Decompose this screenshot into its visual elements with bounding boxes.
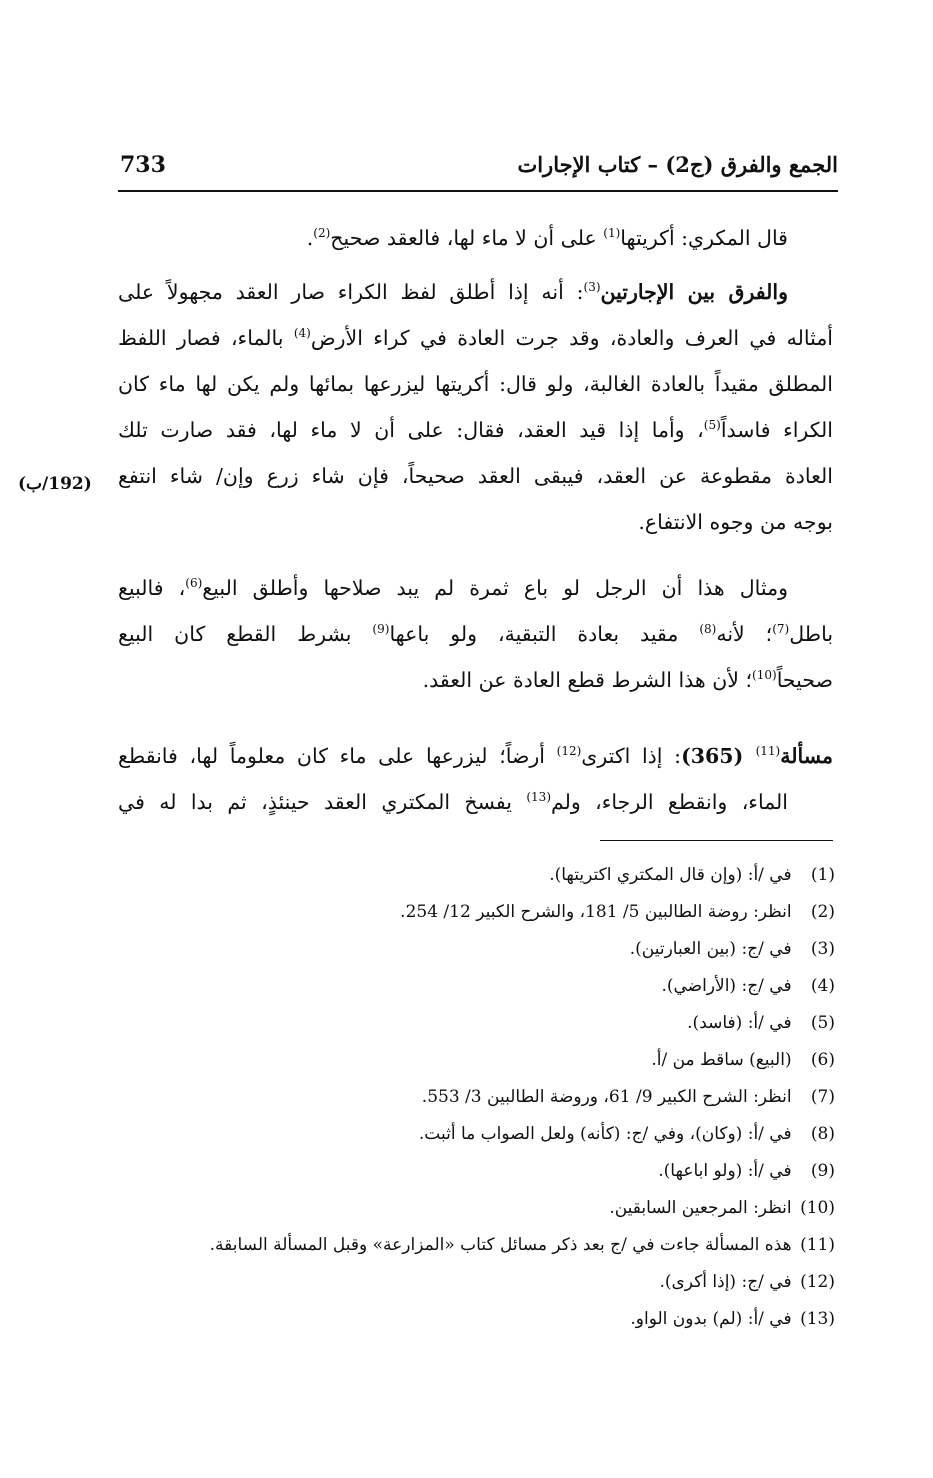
footnote-ref: (11) [755, 744, 781, 759]
footnote-ref: (3) [583, 280, 601, 295]
body-line: صحيحاً$^{(10)}$؛ لأن هذا الشرط قطع العادة عن العقد. [422, 668, 833, 692]
footnote: (5) في /أ: (فاسد). [687, 1013, 835, 1033]
page-number: 733 [120, 152, 166, 178]
body-line: الكراء فاسداً$^{(5)}$، وأما إذا قيد العقد، فقال: على أن لا ماء لها، فقد صارت تلك [118, 418, 833, 442]
header-title: الجمع والفرق (ج2) – كتاب الإجارات [517, 152, 838, 177]
footnote-ref: (1) [603, 226, 621, 241]
footnote-ref: (12) [556, 744, 582, 759]
issue-number: (365) [681, 744, 756, 768]
footnote: (6) (البيع) ساقط من /أ. [651, 1050, 835, 1070]
footnote-ref: (8) [699, 622, 717, 637]
body-line: قال المكري: أكريتها$^{(1)}$ على أن لا ماء لها، فالعقد صحيح$^{(2)}$. [306, 226, 788, 250]
body-line: العادة مقطوعة عن العقد، فيبقى العقد صحيحاً، فإن شاء زرع وإن/ شاء انتفع [118, 464, 833, 488]
body-line: أمثاله في العرف والعادة، وقد جرت العادة في كراء الأرض$^{(4)}$ بالماء، فصار اللفظ [118, 326, 833, 350]
footnote: (10) انظر: المرجعين السابقين. [609, 1198, 835, 1218]
footnote: (11) هذه المسألة جاءت في /ج بعد ذكر مسائل كتاب «المزارعة» وقبل المسألة السابقة. [209, 1235, 835, 1255]
body-line: بوجه من وجوه الانتفاع. [638, 510, 833, 534]
body-line: مسألة$^{(11)}$ (365): إذا اكترى$^{(12)}$ أرضاً؛ ليزرعها على ماء كان معلوماً لها، فانقطع [118, 744, 833, 768]
footnote-ref: (2) [313, 226, 331, 241]
manuscript-folio-note: (192/ب) [18, 474, 92, 494]
footnote-ref: (5) [703, 418, 721, 433]
footnote-rule [600, 840, 833, 841]
footnote-ref: (10) [752, 668, 777, 683]
footnote: (3) في /ج: (بين العبارتين). [629, 939, 835, 959]
footnote: (12) في /ج: (إذا أكرى). [659, 1272, 835, 1292]
footnote-ref: (9) [372, 622, 390, 637]
footnote: (2) انظر: روضة الطالبين 5/ 181، والشرح الكبير 12/ 254. [400, 902, 835, 922]
footnote-ref: (6) [185, 576, 203, 591]
body-line: باطل$^{(7)}$؛ لأنه$^{(8)}$ مقيد بعادة التبقية، ولو باعها$^{(9)}$ بشرط القطع كان البيع [118, 622, 834, 646]
footnote: (13) في /أ: (لم) بدون الواو. [630, 1309, 835, 1329]
body-line: المطلق مقيداً بالعادة الغالبة، ولو قال: أكريتها ليزرعها بمائها ولم يكن لها ماء كان [118, 372, 833, 396]
body-line: والفرق بين الإجارتين$^{(3)}$: أنه إذا أطلق لفظ الكراء صار العقد مجهولاً على [118, 280, 788, 304]
footnote: (9) في /أ: (ولو اباعها). [658, 1161, 835, 1181]
body-line: ومثال هذا أن الرجل لو باع ثمرة لم يبد صلاحها وأطلق البيع$^{(6)}$، فالبيع [118, 576, 788, 600]
footnote-ref: (7) [772, 622, 790, 637]
bold-term: والفرق بين الإجارتين [600, 280, 788, 304]
footnote: (1) في /أ: (وإن قال المكتري اكتريتها). [549, 865, 835, 885]
running-header [118, 146, 838, 186]
footnote-ref: (13) [526, 790, 551, 805]
footnote-ref: (4) [293, 326, 311, 341]
footnote: (4) في /ج: (الأراضي). [661, 976, 835, 996]
footnote: (7) انظر: الشرح الكبير 9/ 61، وروضة الطالبين 3/ 553. [421, 1087, 835, 1107]
footnote: (8) في /أ: (وكان)، وفي /ج: (كأنه) ولعل الصواب ما أثبت. [418, 1124, 835, 1144]
bold-term: مسألة [780, 744, 833, 768]
body-line: الماء، وانقطع الرجاء، ولم$^{(13)}$ يفسخ المكتري العقد حينئذٍ، ثم بدا له في [118, 790, 788, 814]
header-rule [118, 190, 838, 192]
